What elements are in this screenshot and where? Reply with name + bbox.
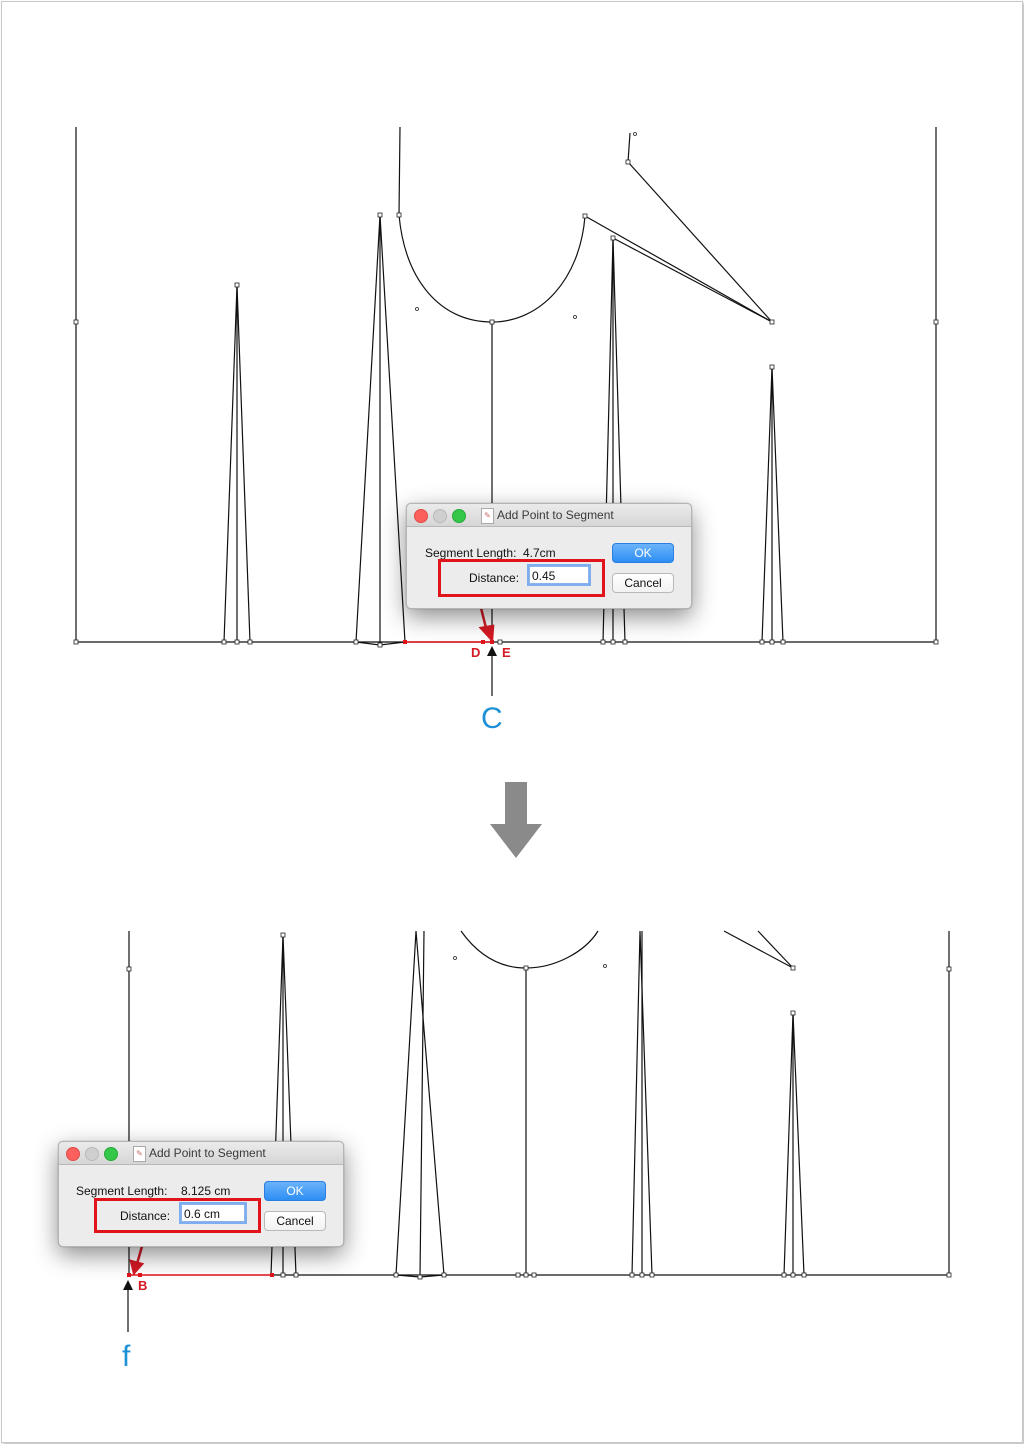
point-label-d: D [471,645,481,660]
distance-input[interactable]: 0.45 [529,566,589,584]
ok-button[interactable]: OK [264,1181,326,1201]
minimize-icon[interactable] [85,1147,99,1161]
cancel-button[interactable]: Cancel [612,573,674,593]
doc-icon: ✎ [481,508,494,524]
dialog-title: Add Point to Segment [149,1146,266,1160]
distance-label: Distance: [120,1209,171,1223]
callout-c: C [481,702,503,735]
segment-length-value: 4.7cm [523,546,556,560]
close-icon[interactable] [66,1147,80,1161]
callout-f: f [122,1340,131,1373]
distance-label: Distance: [469,571,520,585]
segment-length-label: Segment Length: [425,546,517,560]
point-label-b: B [138,1278,148,1293]
titlebar[interactable] [59,1142,343,1165]
zoom-icon[interactable] [104,1147,118,1161]
segment-length-value: 8.125 cm [181,1184,231,1198]
distance-input[interactable]: 0.6 cm [181,1204,245,1222]
dialog-title: Add Point to Segment [497,508,614,522]
doc-icon: ✎ [133,1146,146,1162]
ok-button[interactable]: OK [612,543,674,563]
distance-highlight-box [94,1198,261,1233]
cancel-button[interactable]: Cancel [264,1211,326,1231]
point-label-e: E [502,645,511,660]
pointer-arrow-icon [123,1280,133,1332]
segment-length-label: Segment Length: [76,1184,168,1198]
